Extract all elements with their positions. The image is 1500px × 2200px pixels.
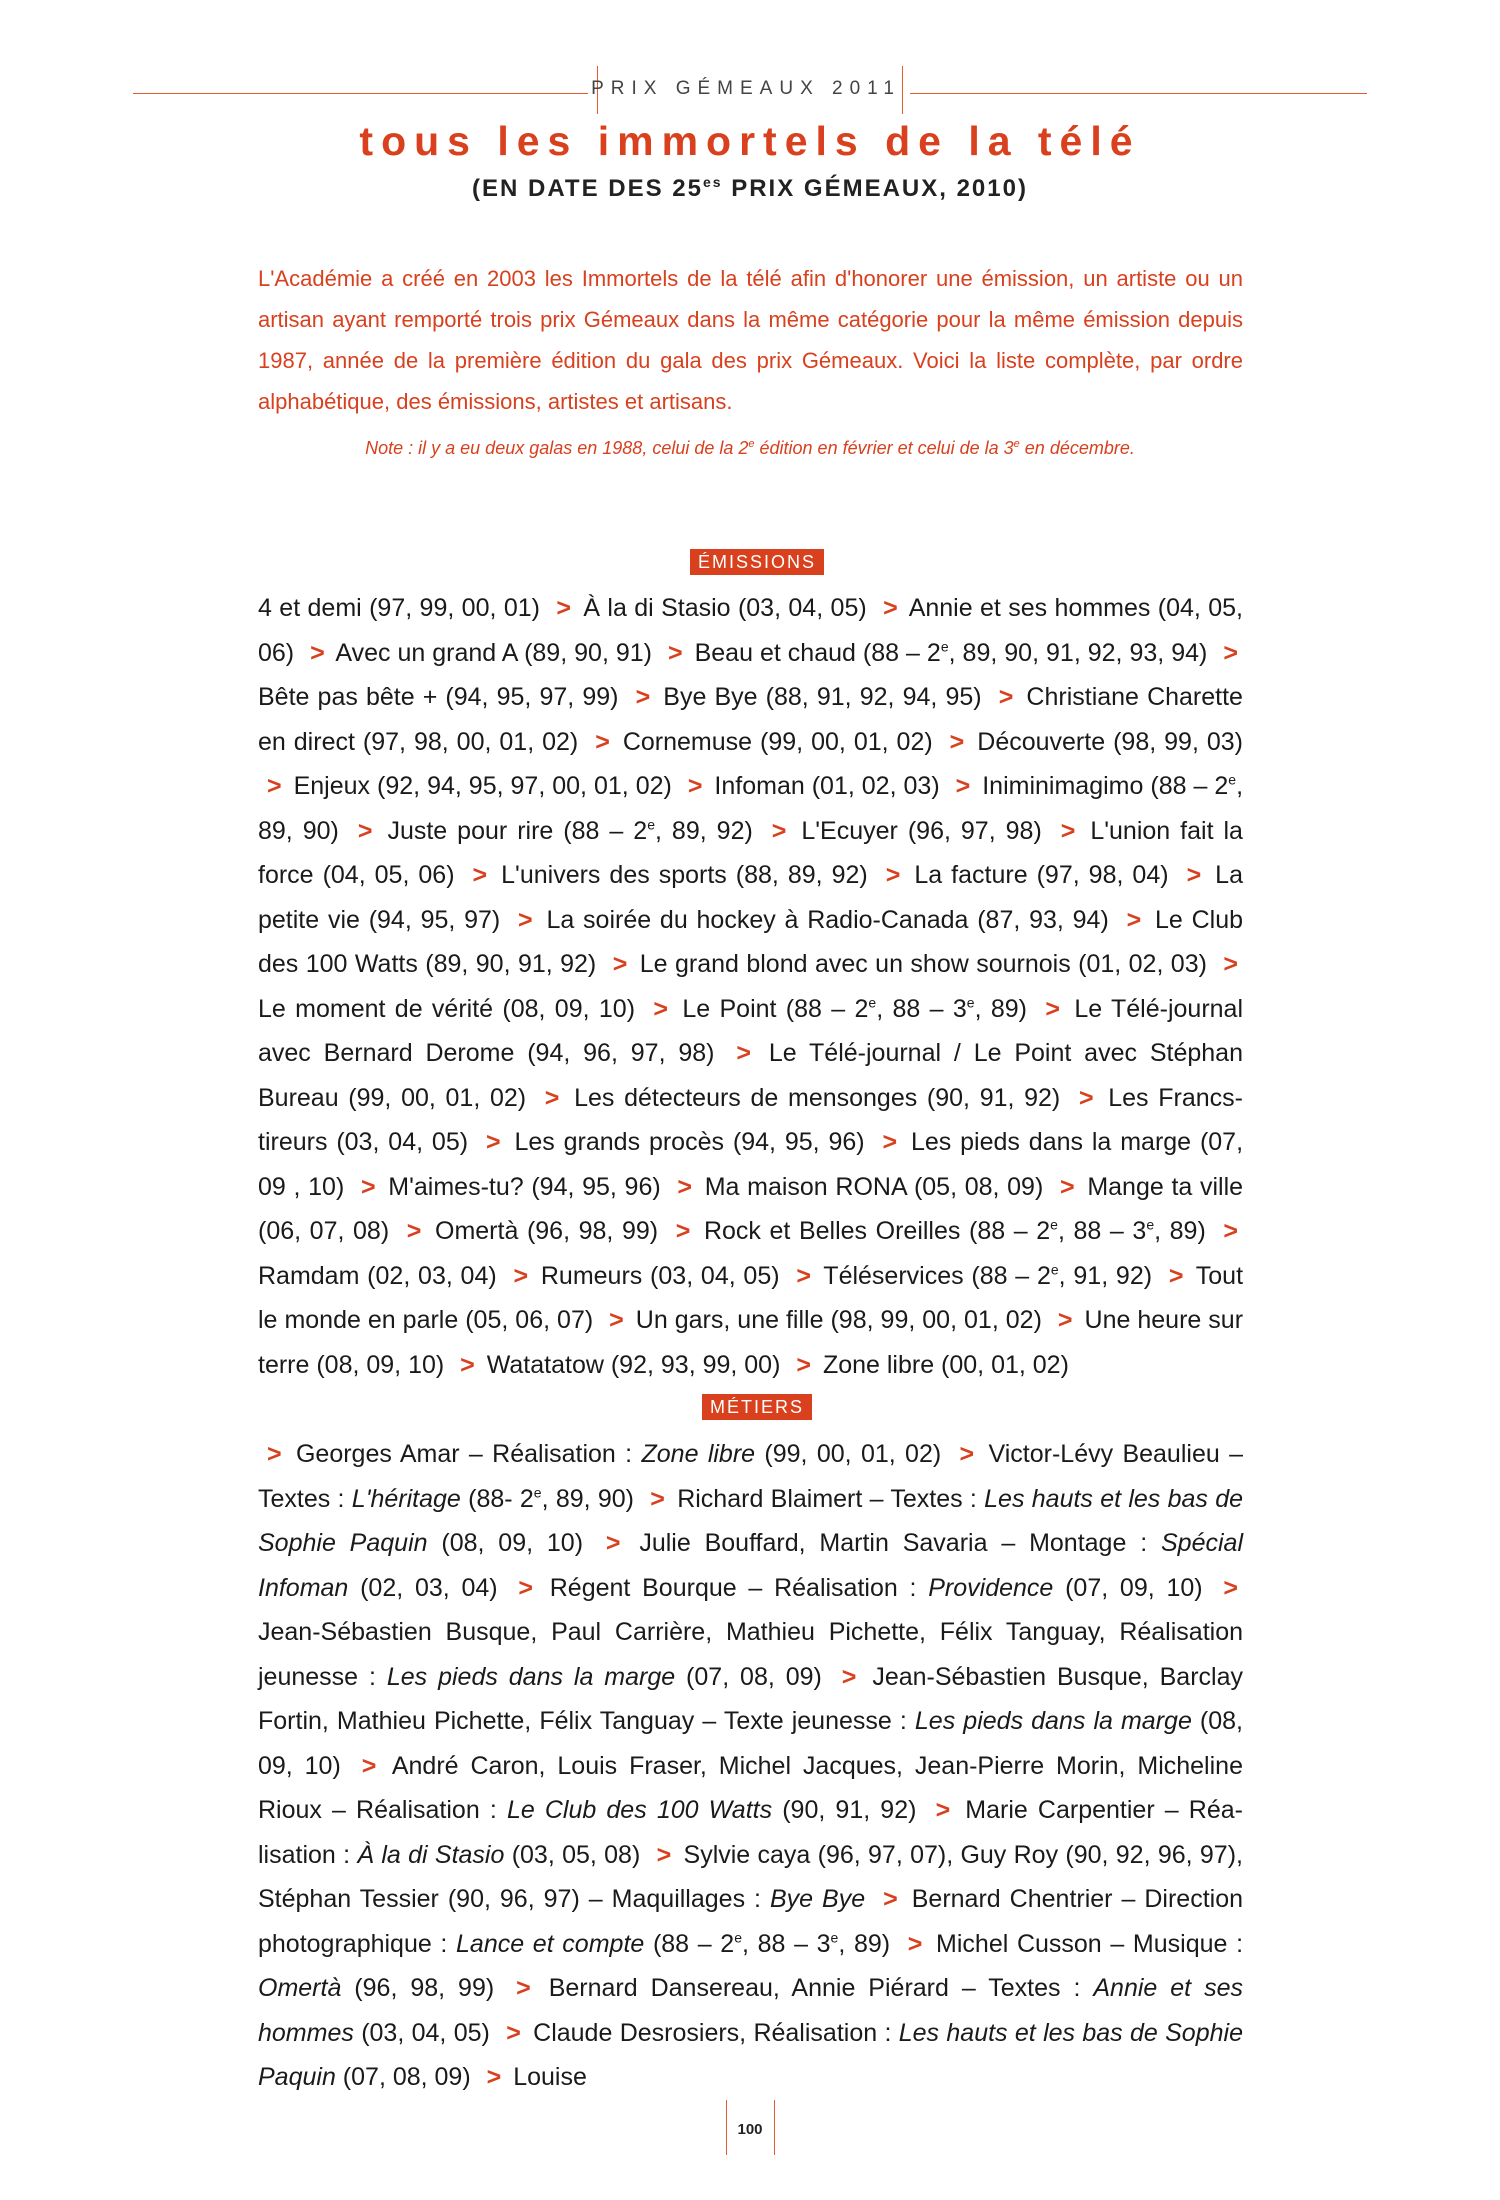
entry-text: Richard Blaimert – Textes : — [677, 1484, 985, 1513]
entry-text: M'aimes-tu? (94, 95, 96) — [388, 1172, 661, 1201]
emission-entry — [258, 1262, 497, 1290]
entry-title: Bye Bye — [769, 1885, 866, 1913]
entry-text: (07, 08, 09) — [335, 2063, 471, 2091]
entry-text: Julie Bouffard, Martin Savaria – Montage : — [639, 1529, 1161, 1557]
entry-text: Christiane Charette en direct (97, 98, 00, 01, 02) — [258, 683, 1243, 756]
entry-text: Mange ta ville (06, 07, 08) — [258, 1172, 1244, 1245]
separator-chevron: > — [885, 861, 901, 889]
entry-text: Ma maison RONA (05, 08, 09) — [704, 1172, 1044, 1201]
emission-entry — [704, 1217, 1206, 1245]
entry-text: André Caron, Louis Fraser, Michel Jacques, Jean-Pierre Morin, Micheline Rioux – Réalisation : — [258, 1751, 1243, 1824]
metier-entry — [513, 2063, 587, 2091]
entry-text: (08, 09, 10) — [427, 1529, 584, 1557]
entry-title: Les hauts et les bas de Sophie Paquin — [258, 2018, 1243, 2091]
note-text: en décembre. — [1019, 438, 1135, 458]
superscript: e — [966, 994, 975, 1011]
emission-entry — [541, 1262, 780, 1290]
entry-text: , 89) — [974, 994, 1028, 1023]
separator-chevron: > — [460, 1350, 475, 1379]
entry-text: (88- 2 — [460, 1484, 534, 1513]
separator-chevron: > — [1223, 638, 1238, 667]
entry-text: Iniminimagimo (88 – 2 — [982, 772, 1229, 800]
separator-chevron: > — [675, 1217, 691, 1245]
separator-chevron: > — [267, 772, 282, 800]
superscript: e — [1146, 1216, 1155, 1233]
running-head: PRIX GÉMEAUX 2011 — [591, 78, 901, 99]
emission-entry — [574, 1084, 1060, 1112]
entry-text: Beau et chaud (88 – 2 — [694, 638, 941, 667]
separator-chevron: > — [883, 594, 898, 622]
header-rule-right — [910, 93, 1367, 94]
entry-text: (07, 08, 09) — [675, 1662, 822, 1691]
entry-title: Le Club des 100 Watts — [506, 1796, 773, 1824]
entry-title: Omertà — [258, 1974, 342, 2002]
emission-entry — [977, 728, 1243, 756]
note-superscript: e — [748, 438, 755, 450]
entry-text: (03, 05, 08) — [504, 1840, 641, 1869]
entry-text: Découverte (98, 99, 03) — [977, 727, 1243, 756]
separator-chevron: > — [485, 1128, 501, 1156]
superscript: e — [533, 1484, 542, 1501]
superscript: e — [1228, 771, 1237, 788]
entry-text: , 91, 92) — [1058, 1261, 1153, 1290]
separator-chevron: > — [796, 1261, 811, 1290]
entry-text: Marie Carpentier – Réalisation : — [258, 1796, 1243, 1869]
separator-chevron: > — [310, 638, 325, 667]
entry-text: Les Francs-tireurs (03, 04, 05) — [258, 1083, 1243, 1156]
entry-text: Georges Amar – Réalisation : — [295, 1440, 642, 1468]
entry-text: 4 et demi (97, 99, 00, 01) — [258, 594, 540, 622]
subtitle-text-before: (EN DATE DES 25 — [472, 175, 703, 202]
entry-text: Tout le monde en parle (05, 06, 07) — [258, 1261, 1244, 1334]
entry-text: Infoman (01, 02, 03) — [714, 772, 940, 800]
entry-text: , 89, 92) — [655, 816, 753, 845]
separator-chevron: > — [1223, 950, 1238, 978]
separator-chevron: > — [609, 1306, 624, 1334]
separator-chevron: > — [883, 1885, 898, 1913]
emission-entry — [514, 1128, 864, 1156]
separator-chevron: > — [518, 1573, 533, 1602]
emission-entry — [636, 1306, 1042, 1334]
separator-chevron: > — [656, 1840, 672, 1869]
entry-text: À la di Stasio (03, 04, 05) — [583, 594, 867, 622]
emission-entry — [388, 1173, 660, 1201]
separator-chevron: > — [1060, 1172, 1075, 1201]
section-label-metiers: MÉTIERS — [702, 1394, 812, 1420]
separator-chevron: > — [472, 861, 488, 889]
separator-chevron: > — [556, 594, 571, 622]
emission-entry — [914, 861, 1168, 889]
entry-text: Le Télé-journal / Le Point avec Stéphan Bureau (99, 00, 01, 02) — [258, 1039, 1243, 1112]
header-rule-left — [133, 93, 588, 94]
metier-entry — [296, 1440, 941, 1468]
emission-entry — [258, 995, 635, 1023]
entry-text: , 89, 90, 91, 92, 93, 94) — [948, 638, 1208, 667]
emission-entry — [714, 772, 939, 800]
entry-text: La petite vie (94, 95, 97) — [258, 861, 1243, 934]
entry-text: , 89) — [1154, 1217, 1206, 1245]
entry-text: , 89) — [838, 1929, 891, 1958]
intro-paragraph: L'Académie a créé en 2003 les Immortels de la télé afin d'honorer une émission, un artiste ou un artisan ayant remporté trois prix Gémeaux dans la même catégorie pour la même émission depuis 1987, année de la première édition du gala des prix Gémeaux. Voici la liste complète, par ordre alphabétique, des émissions, artistes et artisans. — [258, 266, 1243, 414]
separator-chevron: > — [1078, 1083, 1094, 1112]
entry-text: (88 – 2 — [644, 1929, 735, 1958]
superscript: e — [868, 994, 877, 1011]
separator-chevron: > — [635, 683, 651, 711]
separator-chevron: > — [949, 727, 965, 756]
entry-text: Le grand blond avec un show sournois (01, 02, 03) — [639, 950, 1207, 978]
entry-text: Omertà (96, 98, 99) — [435, 1217, 659, 1245]
separator-chevron: > — [650, 1484, 665, 1513]
separator-chevron: > — [1186, 861, 1202, 889]
emission-entry — [294, 772, 672, 800]
entry-text: Les détecteurs de mensonges (90, 91, 92) — [574, 1083, 1061, 1112]
separator-chevron: > — [882, 1128, 898, 1156]
metiers-list — [258, 1432, 1243, 2100]
separator-chevron: > — [1223, 1573, 1238, 1602]
emission-entry — [695, 639, 1208, 667]
separator-chevron: > — [687, 772, 703, 800]
separator-chevron: > — [736, 1039, 751, 1067]
entry-text: Un gars, une fille (98, 99, 00, 01, 02) — [635, 1306, 1042, 1334]
entry-title: Spécial Infoman — [258, 1529, 1243, 1602]
entry-text: Rumeurs (03, 04, 05) — [540, 1261, 780, 1290]
intro-note — [0, 438, 1500, 459]
entry-text: Enjeux (92, 94, 95, 97, 00, 01, 02) — [293, 772, 672, 800]
entry-text: Le Télé-journal avec Bernard Derome (94, 96, 97, 98) — [258, 994, 1244, 1067]
emission-entry — [663, 683, 981, 711]
entry-title: Zone libre — [641, 1440, 756, 1468]
emission-entry — [623, 728, 933, 756]
entry-text: Victor-Lévy Beaulieu – Textes : — [258, 1440, 1244, 1513]
entry-text: Louise — [513, 2063, 587, 2091]
emissions-list — [258, 586, 1243, 1387]
entry-text: , 89, 90) — [258, 772, 1244, 845]
note-text: édition en février et celui de la 3 — [754, 438, 1014, 458]
entry-title: Les pieds dans la marge — [914, 1707, 1192, 1735]
separator-chevron: > — [653, 994, 668, 1023]
entry-text: Régent Bourque – Réalisation : — [549, 1573, 929, 1602]
superscript: e — [940, 638, 949, 655]
separator-chevron: > — [357, 816, 373, 845]
entry-text: L'univers des sports (88, 89, 92) — [501, 861, 868, 889]
emission-entry — [705, 1173, 1044, 1201]
emission-entry — [501, 861, 868, 889]
emission-entry — [682, 995, 1027, 1023]
separator-chevron: > — [518, 905, 533, 934]
entry-text: Michel Cusson – Musique : — [936, 1929, 1244, 1958]
superscript: e — [1050, 1216, 1058, 1233]
separator-chevron: > — [1126, 905, 1142, 934]
entry-text: (08, 09, 10) — [258, 1707, 1244, 1780]
entry-text: , 88 – 3 — [876, 994, 967, 1023]
entry-text: Les grands procès (94, 95, 96) — [514, 1128, 865, 1156]
separator-chevron: > — [907, 1929, 923, 1958]
entry-text: Watatatow (92, 93, 99, 00) — [486, 1350, 781, 1379]
entry-text: Ramdam (02, 03, 04) — [258, 1261, 497, 1290]
entry-text: Le Point (88 – 2 — [682, 994, 869, 1023]
subtitle-text-after: PRIX GÉMEAUX, 2010) — [722, 175, 1028, 202]
entry-text: Le Club des 100 Watts (89, 90, 91, 92) — [258, 905, 1243, 978]
superscript: e — [647, 816, 655, 833]
superscript: e — [734, 1929, 743, 1946]
emission-entry — [487, 1351, 781, 1379]
separator-chevron: > — [677, 1172, 692, 1201]
superscript: e — [830, 1929, 839, 1946]
page-number: 100 — [737, 2121, 763, 2138]
metier-entry — [550, 1574, 1203, 1602]
entry-title: Lance et compte — [456, 1929, 645, 1958]
entry-text: Les pieds dans la marge (07, 09 , 10) — [258, 1128, 1244, 1201]
entry-text: Rock et Belles Oreilles (88 – 2 — [703, 1217, 1051, 1245]
entry-text: Juste pour rire (88 – 2 — [387, 816, 648, 845]
entry-text: Bête pas bête + (94, 95, 97, 99) — [258, 683, 619, 711]
separator-chevron: > — [1057, 1306, 1073, 1334]
emission-entry — [823, 1351, 1069, 1379]
separator-chevron: > — [935, 1796, 951, 1824]
separator-chevron: > — [612, 950, 628, 978]
emission-entry — [640, 950, 1207, 978]
entry-text: Annie et ses hommes (04, 05, 06) — [258, 594, 1243, 667]
entry-text: Jean-Sébastien Busque, Paul Carrière, Mathieu Pichette, Félix Tanguay, Réalisation jeunesse : — [258, 1618, 1243, 1691]
page-title: tous les immortels de la télé — [359, 118, 1141, 164]
entry-text: (90, 91, 92) — [772, 1796, 917, 1824]
separator-chevron: > — [1045, 994, 1060, 1023]
emission-entry — [546, 906, 1108, 934]
entry-title: Providence — [928, 1573, 1054, 1602]
emission-entry — [801, 817, 1041, 845]
separator-chevron: > — [361, 1751, 377, 1780]
section-label-emissions: ÉMISSIONS — [690, 549, 824, 575]
emission-entry — [583, 594, 866, 622]
separator-chevron: > — [955, 772, 971, 800]
entry-text: , 88 – 3 — [742, 1929, 831, 1958]
entry-text: Jean-Sébastien Busque, Barclay Fortin, Mathieu Pichette, Félix Tanguay – Texte jeunesse : — [258, 1662, 1243, 1735]
note-superscript: e — [1013, 438, 1020, 450]
entry-text: (03, 04, 05) — [353, 2018, 490, 2047]
separator-chevron: > — [1223, 1217, 1239, 1245]
entry-text: Sylvie caya (96, 97, 07), Guy Roy (90, 92, 96, 97), Stéphan Tessier (90, 96, 97) – Maquillages : — [258, 1840, 1243, 1913]
separator-chevron: > — [796, 1350, 811, 1379]
emission-entry — [335, 639, 652, 667]
separator-chevron: > — [595, 727, 610, 756]
emission-entry — [435, 1217, 658, 1245]
entry-text: Claude Desrosiers, Réalisation : — [533, 2018, 899, 2047]
separator-chevron: > — [959, 1440, 975, 1468]
entry-text: La soirée du hockey à Radio-Canada (87, 93, 94) — [546, 905, 1109, 934]
separator-chevron: > — [516, 1974, 531, 2002]
separator-chevron: > — [1168, 1261, 1184, 1290]
note-text: Note : il y a eu deux galas en 1988, celui de la 2 — [365, 438, 749, 458]
separator-chevron: > — [668, 638, 683, 667]
entry-text: , 89, 90) — [541, 1484, 634, 1513]
separator-chevron: > — [841, 1662, 857, 1691]
entry-text: (02, 03, 04) — [348, 1573, 498, 1602]
separator-chevron: > — [605, 1529, 621, 1557]
entry-text: Le moment de vérité (08, 09, 10) — [258, 994, 636, 1023]
separator-chevron: > — [506, 2018, 521, 2047]
entry-title: L'héritage — [351, 1484, 461, 1513]
separator-chevron: > — [486, 2063, 502, 2091]
entry-text: La facture (97, 98, 04) — [914, 861, 1169, 889]
entry-text: , 88 – 3 — [1057, 1217, 1147, 1245]
entry-text: Bernard Chentrier – Direction photographique : — [258, 1885, 1244, 1958]
entry-text: Une heure sur terre (08, 09, 10) — [258, 1306, 1244, 1379]
superscript: e — [1050, 1261, 1059, 1278]
entry-title: À la di Stasio — [357, 1840, 505, 1869]
entry-text: Téléservices (88 – 2 — [823, 1261, 1051, 1290]
emission-entry — [258, 683, 618, 711]
entry-title: Les pieds dans la marge — [386, 1662, 676, 1691]
separator-chevron: > — [544, 1083, 560, 1112]
entry-text: L'Ecuyer (96, 97, 98) — [801, 816, 1042, 845]
emission-entry — [258, 594, 540, 622]
entry-text: (96, 98, 99) — [341, 1974, 495, 2002]
entry-title: Annie et ses hommes — [258, 1974, 1243, 2047]
entry-title: Les hauts et les bas de Sophie Paquin — [258, 1484, 1244, 1557]
entry-text: (07, 09, 10) — [1053, 1573, 1203, 1602]
separator-chevron: > — [1060, 816, 1076, 845]
page-subtitle — [0, 174, 1500, 203]
entry-text: Bernard Dansereau, Annie Piérard – Textes : — [548, 1974, 1094, 2002]
emission-entry — [387, 817, 752, 845]
entry-text: Cornemuse (99, 00, 01, 02) — [622, 727, 933, 756]
header-rule-tick-right — [902, 66, 903, 114]
entry-text: Zone libre (00, 01, 02) — [822, 1350, 1069, 1379]
separator-chevron: > — [998, 683, 1014, 711]
separator-chevron: > — [771, 816, 787, 845]
separator-chevron: > — [513, 1261, 529, 1290]
entry-text: (99, 00, 01, 02) — [755, 1440, 942, 1468]
entry-text: Bye Bye (88, 91, 92, 94, 95) — [663, 683, 982, 711]
emission-entry — [823, 1262, 1152, 1290]
subtitle-superscript: es — [702, 174, 723, 190]
entry-text: L'union fait la force (04, 05, 06) — [258, 816, 1243, 889]
separator-chevron: > — [360, 1172, 376, 1201]
entry-text: Avec un grand A (89, 90, 91) — [335, 638, 653, 667]
separator-chevron: > — [267, 1440, 282, 1468]
separator-chevron: > — [406, 1217, 422, 1245]
footer-rule-right — [774, 2100, 775, 2155]
